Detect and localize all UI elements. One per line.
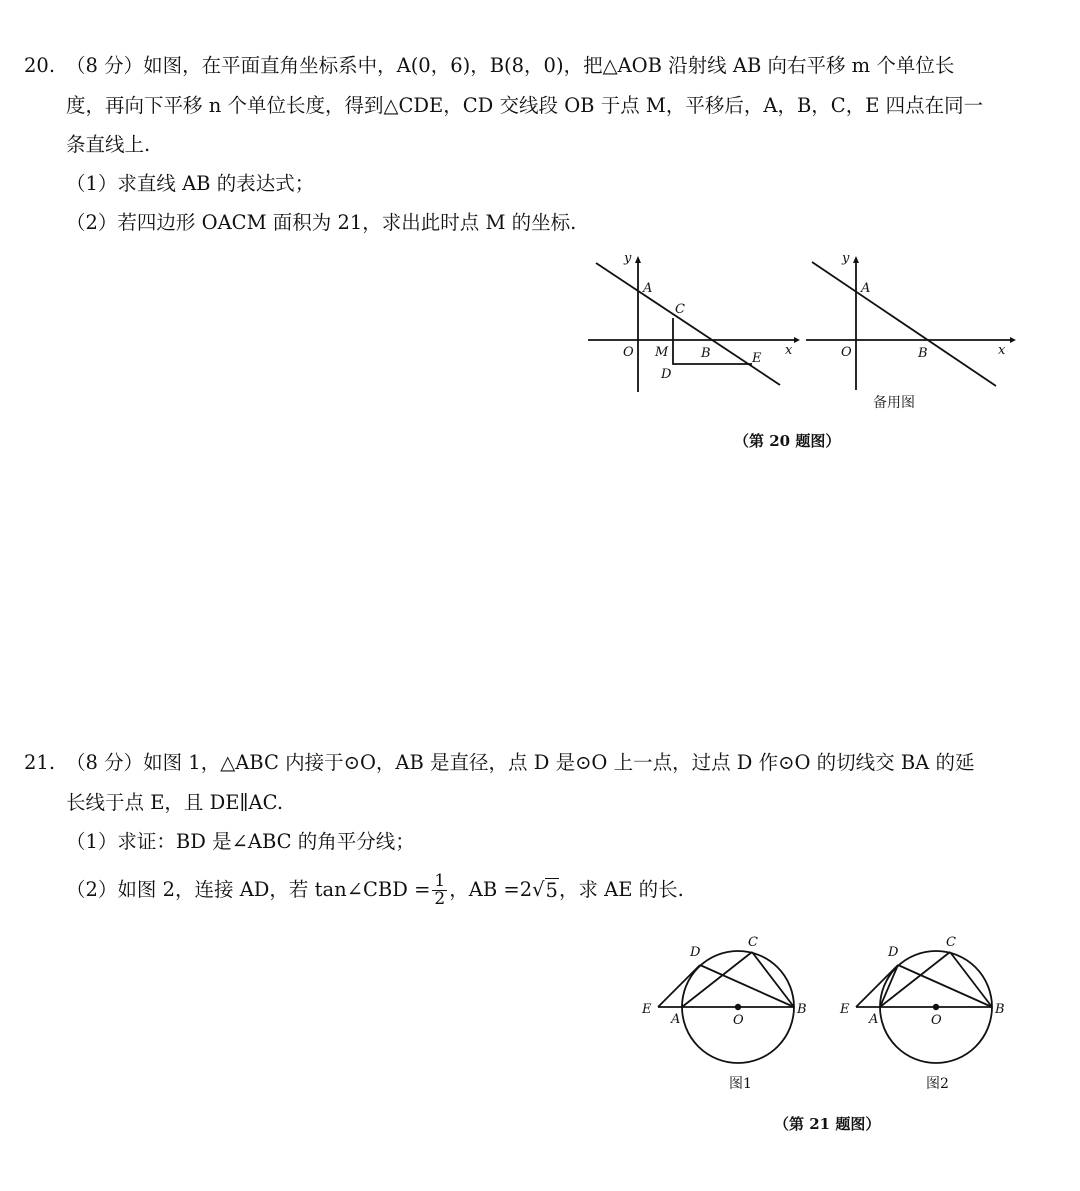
q20-stem-line2: 度，再向下平移 n 个单位长度，得到△CDE，CD 交线段 OB 于点 M，平移后，A，B，C，E 四点在同一: [66, 94, 984, 117]
q20-label-e: E: [752, 351, 762, 366]
q21-part2-text-a: （2）如图 2，连接 AD，若 tan∠CBD =: [66, 878, 431, 901]
q20-label-d: D: [661, 367, 672, 382]
q21-figure-1: [658, 951, 794, 1063]
q21-fig2-caption: 图2: [926, 1076, 949, 1092]
q21-fig2-label-d: D: [888, 945, 899, 960]
q21-fig2-chord-db: [898, 965, 992, 1007]
q21-part2-text-c: ，求 AE 的长.: [558, 878, 684, 901]
q21-fraction-numerator: 1: [434, 870, 446, 891]
q21-fraction-denominator: 2: [434, 888, 446, 909]
q20-label-a: A: [643, 281, 653, 296]
q21-fig1-chord-ac: [682, 952, 752, 1007]
q20-label-c: C: [675, 302, 685, 317]
q21-fig1-label-b: B: [797, 1002, 807, 1017]
q21-fig1-label-o: O: [733, 1013, 744, 1028]
q21-number: 21.: [24, 751, 56, 774]
q20-number: 20.: [24, 54, 56, 77]
q20-backup-label-o: O: [841, 345, 852, 360]
q20-label-b: B: [701, 346, 711, 361]
q21-fig1-label-d: D: [690, 945, 701, 960]
q20-backup-label-x: x: [998, 343, 1006, 358]
q20-part1: （1）求直线 AB 的表达式；: [66, 172, 315, 195]
q21-fig1-label-e: E: [642, 1002, 652, 1017]
q20-label-x: x: [785, 343, 793, 358]
q21-stem-line2: 长线于点 E，且 DE∥AC.: [66, 791, 284, 814]
q21-fig1-label-a: A: [671, 1012, 681, 1027]
q21-part2-text-b: ，AB =2: [449, 878, 533, 901]
q20-stem-line1: （8 分）如图，在平面直角坐标系中，A(0，6)，B(8，0)，把△AOB 沿射线 AB 向右平移 m 个单位长: [66, 54, 955, 77]
q21-fig2-label-o: O: [931, 1013, 942, 1028]
q21-fig2-tangent-ed: [856, 965, 898, 1007]
q20-backup-label-a: A: [861, 281, 871, 296]
q21-fig2-label-b: B: [995, 1002, 1005, 1017]
q20-label-y: y: [624, 251, 632, 266]
q20-figure-caption: （第 20 题图）: [734, 432, 841, 450]
q21-fig2-center-dot: [933, 1004, 939, 1010]
q20-stem-line3: 条直线上.: [66, 133, 151, 156]
q20-backup-label-y: y: [842, 251, 850, 266]
q21-fig1-center-dot: [735, 1004, 741, 1010]
q21-sqrt-symbol: √: [532, 878, 545, 901]
q21-fig1-chord-db: [700, 965, 794, 1007]
q21-figure-2: [856, 951, 992, 1063]
q21-figure-caption: （第 21 题图）: [774, 1115, 881, 1133]
q21-sqrt-argument: 5: [545, 878, 558, 902]
q21-fig1-tangent-ed: [658, 965, 700, 1007]
q20-label-o: O: [623, 345, 634, 360]
q21-fig1-label-c: C: [748, 935, 758, 950]
q20-part2: （2）若四边形 OACM 面积为 21，求出此时点 M 的坐标.: [66, 211, 577, 234]
q21-fig2-chord-ac: [880, 952, 950, 1007]
q21-fig2-label-e: E: [840, 1002, 850, 1017]
q21-part1: （1）求证：BD 是∠ABC 的角平分线；: [66, 830, 415, 853]
q21-fig1-caption: 图1: [729, 1076, 752, 1092]
q20-backup-caption: 备用图: [873, 395, 915, 411]
q21-fig2-label-c: C: [946, 935, 956, 950]
q21-fig2-label-a: A: [869, 1012, 879, 1027]
q21-stem-line1: （8 分）如图 1，△ABC 内接于⊙O，AB 是直径，点 D 是⊙O 上一点，过点 D 作⊙O 的切线交 BA 的延: [66, 751, 975, 774]
q20-backup-label-b: B: [918, 346, 928, 361]
q20-label-m: M: [655, 345, 669, 360]
